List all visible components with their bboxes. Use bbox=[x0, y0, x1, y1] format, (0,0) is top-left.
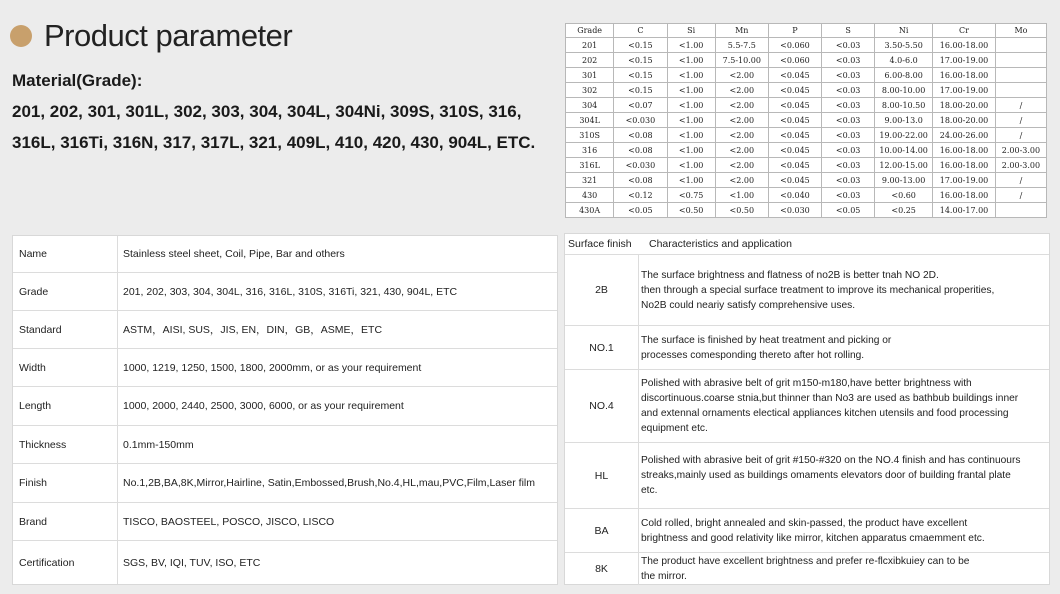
composition-header-cell: Mn bbox=[715, 24, 768, 38]
composition-cell: <0.045 bbox=[768, 98, 821, 113]
composition-cell: 321 bbox=[566, 173, 614, 188]
spec-value: 1000, 1219, 1250, 1500, 1800, 2000mm, or as your requirement bbox=[123, 361, 422, 374]
composition-cell: / bbox=[995, 128, 1046, 143]
composition-cell: 430A bbox=[566, 203, 614, 218]
composition-cell: <1.00 bbox=[715, 188, 768, 203]
composition-header-cell: Grade bbox=[566, 24, 614, 38]
finish-code: 2B bbox=[565, 255, 639, 325]
composition-cell: 19.00-22.00 bbox=[875, 128, 933, 143]
composition-header-cell: Cr bbox=[933, 24, 996, 38]
composition-row bbox=[566, 158, 1047, 173]
composition-cell: <0.045 bbox=[768, 143, 821, 158]
spec-value: No.1,2B,BA,8K,Mirror,Hairline, Satin,Embossed,Brush,No.4,HL,mau,PVC,Film,Laser film bbox=[123, 477, 535, 489]
finish-description-line: then through a special surface treatment to improve its mechanical properities, bbox=[641, 284, 995, 296]
composition-cell: 9.00-13.00 bbox=[875, 173, 933, 188]
spec-value: 201, 202, 303, 304, 304L, 316, 316L, 310S, 316Ti, 321, 430, 904L, ETC bbox=[123, 285, 458, 298]
composition-cell: <1.00 bbox=[667, 98, 715, 113]
composition-header-cell: S bbox=[822, 24, 875, 38]
finish-description-line: The surface is finished by heat treatment and picking or bbox=[641, 334, 892, 346]
characteristics-header-label: Characteristics and application bbox=[649, 238, 792, 250]
finish-description-line: Polished with abrasive belt of grit m150-m180,have better brightness with bbox=[641, 378, 972, 389]
composition-cell: <1.00 bbox=[667, 158, 715, 173]
composition-cell: <0.08 bbox=[614, 173, 667, 188]
surface-finish-header bbox=[565, 234, 1049, 255]
composition-cell: 14.00-17.00 bbox=[933, 203, 996, 218]
composition-cell: <0.045 bbox=[768, 113, 821, 128]
composition-header-row bbox=[566, 24, 1047, 38]
composition-cell: 16.00-18.00 bbox=[933, 38, 996, 53]
composition-cell: <0.03 bbox=[822, 98, 875, 113]
composition-cell: / bbox=[995, 98, 1046, 113]
finish-description-line: etc. bbox=[641, 485, 658, 496]
composition-cell: <0.030 bbox=[614, 158, 667, 173]
spec-name: Width bbox=[13, 349, 118, 386]
composition-cell: 17.00-19.00 bbox=[933, 53, 996, 68]
surface-finish-row bbox=[565, 255, 1049, 326]
spec-value: SGS, BV, IQI, TUV, ISO, ETC bbox=[123, 556, 261, 569]
composition-cell: <0.045 bbox=[768, 83, 821, 98]
composition-cell: / bbox=[995, 173, 1046, 188]
composition-cell: 3.50-5.50 bbox=[875, 38, 933, 53]
finish-code: HL bbox=[565, 443, 639, 508]
finish-code: BA bbox=[565, 509, 639, 552]
composition-cell: 16.00-18.00 bbox=[933, 158, 996, 173]
composition-cell: <0.12 bbox=[614, 188, 667, 203]
composition-table bbox=[565, 23, 1047, 218]
composition-header-cell: P bbox=[768, 24, 821, 38]
finish-description-line: equipment etc. bbox=[641, 423, 708, 434]
spec-value: Stainless steel sheet, Coil, Pipe, Bar and others bbox=[123, 248, 345, 260]
spec-name: Brand bbox=[13, 503, 118, 540]
composition-cell: <0.03 bbox=[822, 158, 875, 173]
composition-cell: <1.00 bbox=[667, 173, 715, 188]
surface-finish-table bbox=[564, 233, 1050, 585]
composition-cell: <2.00 bbox=[715, 158, 768, 173]
finish-code: NO.4 bbox=[565, 370, 639, 442]
composition-cell: 12.00-15.00 bbox=[875, 158, 933, 173]
finish-description-line: No2B could neariy satisfy comprehensive uses. bbox=[641, 299, 856, 311]
composition-cell: <2.00 bbox=[715, 143, 768, 158]
composition-cell: 8.00-10.50 bbox=[875, 98, 933, 113]
composition-row bbox=[566, 128, 1047, 143]
surface-finish-row bbox=[565, 326, 1049, 370]
composition-cell: <1.00 bbox=[667, 38, 715, 53]
surface-finish-row bbox=[565, 443, 1049, 509]
spec-row bbox=[13, 311, 557, 349]
finish-description bbox=[639, 370, 1049, 442]
spec-name: Certification bbox=[13, 541, 118, 584]
finish-description-line: processes comesponding thereto after hot rolling. bbox=[641, 349, 865, 361]
spec-row bbox=[13, 503, 557, 541]
spec-name: Thickness bbox=[13, 426, 118, 463]
surface-finish-header-label: Surface finish bbox=[568, 238, 632, 250]
composition-cell: <0.15 bbox=[614, 53, 667, 68]
composition-cell: <2.00 bbox=[715, 98, 768, 113]
finish-description-line: and extennal ornaments electical appliances kitchen utensils and food processing bbox=[641, 408, 1009, 419]
composition-row bbox=[566, 173, 1047, 188]
spec-row bbox=[13, 236, 557, 273]
composition-cell: / bbox=[995, 113, 1046, 128]
specification-table bbox=[12, 235, 558, 585]
composition-row bbox=[566, 203, 1047, 218]
composition-cell: <0.03 bbox=[822, 143, 875, 158]
composition-cell: 430 bbox=[566, 188, 614, 203]
material-label: Material(Grade): bbox=[12, 71, 143, 90]
finish-description-line: the mirror. bbox=[641, 571, 687, 582]
composition-cell: 316 bbox=[566, 143, 614, 158]
composition-cell: <0.15 bbox=[614, 68, 667, 83]
composition-cell: 2.00-3.00 bbox=[995, 158, 1046, 173]
finish-description bbox=[639, 443, 1049, 508]
composition-cell: 302 bbox=[566, 83, 614, 98]
surface-finish-row bbox=[565, 509, 1049, 553]
spec-row bbox=[13, 273, 557, 311]
composition-row bbox=[566, 83, 1047, 98]
composition-cell: 9.00-13.0 bbox=[875, 113, 933, 128]
composition-cell: <0.03 bbox=[822, 83, 875, 98]
composition-cell: <0.045 bbox=[768, 68, 821, 83]
composition-cell: <0.60 bbox=[875, 188, 933, 203]
composition-cell: 4.0-6.0 bbox=[875, 53, 933, 68]
composition-cell bbox=[995, 38, 1046, 53]
composition-row bbox=[566, 143, 1047, 158]
composition-cell: <0.03 bbox=[822, 68, 875, 83]
composition-cell: <0.75 bbox=[667, 188, 715, 203]
composition-cell bbox=[995, 53, 1046, 68]
spec-value: 0.1mm-150mm bbox=[123, 438, 194, 451]
finish-description-line: Polished with abrasive beit of grit #150-#320 on the NO.4 finish and has continuours bbox=[641, 455, 1021, 466]
composition-cell: 18.00-20.00 bbox=[933, 98, 996, 113]
spec-name: Standard bbox=[13, 311, 118, 348]
composition-cell: <1.00 bbox=[667, 83, 715, 98]
composition-cell: 304 bbox=[566, 98, 614, 113]
composition-cell: <0.045 bbox=[768, 173, 821, 188]
spec-row bbox=[13, 541, 557, 584]
spec-name: Finish bbox=[13, 464, 118, 502]
composition-row bbox=[566, 53, 1047, 68]
composition-cell: <0.03 bbox=[822, 188, 875, 203]
composition-cell: 6.00-8.00 bbox=[875, 68, 933, 83]
composition-cell bbox=[995, 83, 1046, 98]
composition-cell: <1.00 bbox=[667, 143, 715, 158]
composition-cell: 201 bbox=[566, 38, 614, 53]
composition-row bbox=[566, 38, 1047, 53]
title-row bbox=[10, 18, 292, 54]
bullet-dot-icon bbox=[10, 25, 32, 47]
composition-cell: <2.00 bbox=[715, 128, 768, 143]
composition-cell: 202 bbox=[566, 53, 614, 68]
composition-cell: <0.030 bbox=[768, 203, 821, 218]
composition-cell: 17.00-19.00 bbox=[933, 83, 996, 98]
composition-header-cell: Mo bbox=[995, 24, 1046, 38]
composition-cell: 24.00-26.00 bbox=[933, 128, 996, 143]
composition-header-cell: Si bbox=[667, 24, 715, 38]
composition-cell: <0.50 bbox=[715, 203, 768, 218]
surface-finish-row bbox=[565, 553, 1049, 585]
composition-cell: <0.03 bbox=[822, 173, 875, 188]
composition-cell: 18.00-20.00 bbox=[933, 113, 996, 128]
finish-code: NO.1 bbox=[565, 326, 639, 369]
finish-code: 8K bbox=[565, 553, 639, 585]
composition-row bbox=[566, 188, 1047, 203]
finish-description-line: discortinuous.coarse stnia,but thinner than No3 are used as bathbub buildings inner bbox=[641, 393, 1019, 404]
composition-cell bbox=[995, 203, 1046, 218]
composition-row bbox=[566, 68, 1047, 83]
composition-cell: <2.00 bbox=[715, 113, 768, 128]
composition-cell: 17.00-19.00 bbox=[933, 173, 996, 188]
composition-cell: <0.060 bbox=[768, 53, 821, 68]
composition-cell: <1.00 bbox=[667, 113, 715, 128]
material-grades-line-1: 201, 202, 301, 301L, 302, 303, 304, 304L, 304Ni, 309S, 310S, 316, bbox=[12, 102, 522, 121]
spec-row bbox=[13, 426, 557, 464]
composition-cell: <0.05 bbox=[614, 203, 667, 218]
composition-cell: <0.045 bbox=[768, 158, 821, 173]
composition-cell: 316L bbox=[566, 158, 614, 173]
composition-cell: <2.00 bbox=[715, 173, 768, 188]
spec-row bbox=[13, 464, 557, 503]
composition-cell: 2.00-3.00 bbox=[995, 143, 1046, 158]
composition-cell: 8.00-10.00 bbox=[875, 83, 933, 98]
composition-cell: / bbox=[995, 188, 1046, 203]
spec-row bbox=[13, 349, 557, 387]
spec-value: ASTM，AISI, SUS，JIS, EN，DIN，GB，ASME，ETC bbox=[123, 324, 383, 336]
composition-cell: <1.00 bbox=[667, 68, 715, 83]
spec-value: 1000, 2000, 2440, 2500, 3000, 6000, or as your requirement bbox=[123, 400, 404, 412]
finish-description bbox=[639, 326, 1049, 369]
composition-cell: <1.00 bbox=[667, 128, 715, 143]
composition-cell: <0.25 bbox=[875, 203, 933, 218]
composition-cell: <0.03 bbox=[822, 53, 875, 68]
composition-cell: <1.00 bbox=[667, 53, 715, 68]
composition-cell: <0.15 bbox=[614, 38, 667, 53]
finish-description bbox=[639, 553, 1049, 585]
material-grades-line-2: 316L, 316Ti, 316N, 317, 317L, 321, 409L, 410, 420, 430, 904L, ETC. bbox=[12, 133, 536, 152]
composition-cell: <2.00 bbox=[715, 83, 768, 98]
finish-description-line: brightness and good relativity like mirror, kitchen apparatus cmaemment etc. bbox=[641, 532, 985, 544]
composition-cell: 310S bbox=[566, 128, 614, 143]
composition-cell bbox=[995, 68, 1046, 83]
composition-cell: <0.030 bbox=[614, 113, 667, 128]
composition-row bbox=[566, 98, 1047, 113]
composition-cell: <0.03 bbox=[822, 38, 875, 53]
composition-row bbox=[566, 113, 1047, 128]
composition-cell: <0.07 bbox=[614, 98, 667, 113]
composition-cell: <0.05 bbox=[822, 203, 875, 218]
composition-cell: <0.08 bbox=[614, 128, 667, 143]
spec-row bbox=[13, 387, 557, 426]
finish-description-line: Cold rolled, bright annealed and skin-passed, the product have excellent bbox=[641, 517, 968, 529]
composition-cell: 5.5-7.5 bbox=[715, 38, 768, 53]
composition-cell: <0.03 bbox=[822, 128, 875, 143]
finish-description-line: The surface brightness and flatness of no2B is better tnah NO 2D. bbox=[641, 269, 939, 281]
finish-description bbox=[639, 255, 1049, 325]
surface-finish-row bbox=[565, 370, 1049, 443]
composition-cell: 10.00-14.00 bbox=[875, 143, 933, 158]
composition-header-cell: Ni bbox=[875, 24, 933, 38]
spec-value: TISCO, BAOSTEEL, POSCO, JISCO, LISCO bbox=[123, 515, 335, 528]
composition-cell: 304L bbox=[566, 113, 614, 128]
composition-cell: <0.50 bbox=[667, 203, 715, 218]
composition-cell: 16.00-18.00 bbox=[933, 188, 996, 203]
composition-header-cell: C bbox=[614, 24, 667, 38]
composition-cell: <0.15 bbox=[614, 83, 667, 98]
composition-cell: <0.060 bbox=[768, 38, 821, 53]
page-title: Product parameter bbox=[44, 18, 293, 53]
spec-name: Name bbox=[13, 236, 118, 272]
finish-description bbox=[639, 509, 1049, 552]
finish-description-line: The product have excellent brightness and prefer re-flcxibkuiey can to be bbox=[641, 556, 970, 567]
composition-cell: 301 bbox=[566, 68, 614, 83]
spec-name: Length bbox=[13, 387, 118, 425]
composition-cell: <0.045 bbox=[768, 128, 821, 143]
composition-cell: <0.040 bbox=[768, 188, 821, 203]
composition-cell: <2.00 bbox=[715, 68, 768, 83]
spec-name: Grade bbox=[13, 273, 118, 310]
composition-cell: <0.08 bbox=[614, 143, 667, 158]
finish-description-line: streaks,mainly used as buildings omaments elevators door of building frantal plate bbox=[641, 470, 1011, 481]
composition-cell: <0.03 bbox=[822, 113, 875, 128]
composition-cell: 7.5-10.00 bbox=[715, 53, 768, 68]
composition-cell: 16.00-18.00 bbox=[933, 143, 996, 158]
composition-cell: 16.00-18.00 bbox=[933, 68, 996, 83]
